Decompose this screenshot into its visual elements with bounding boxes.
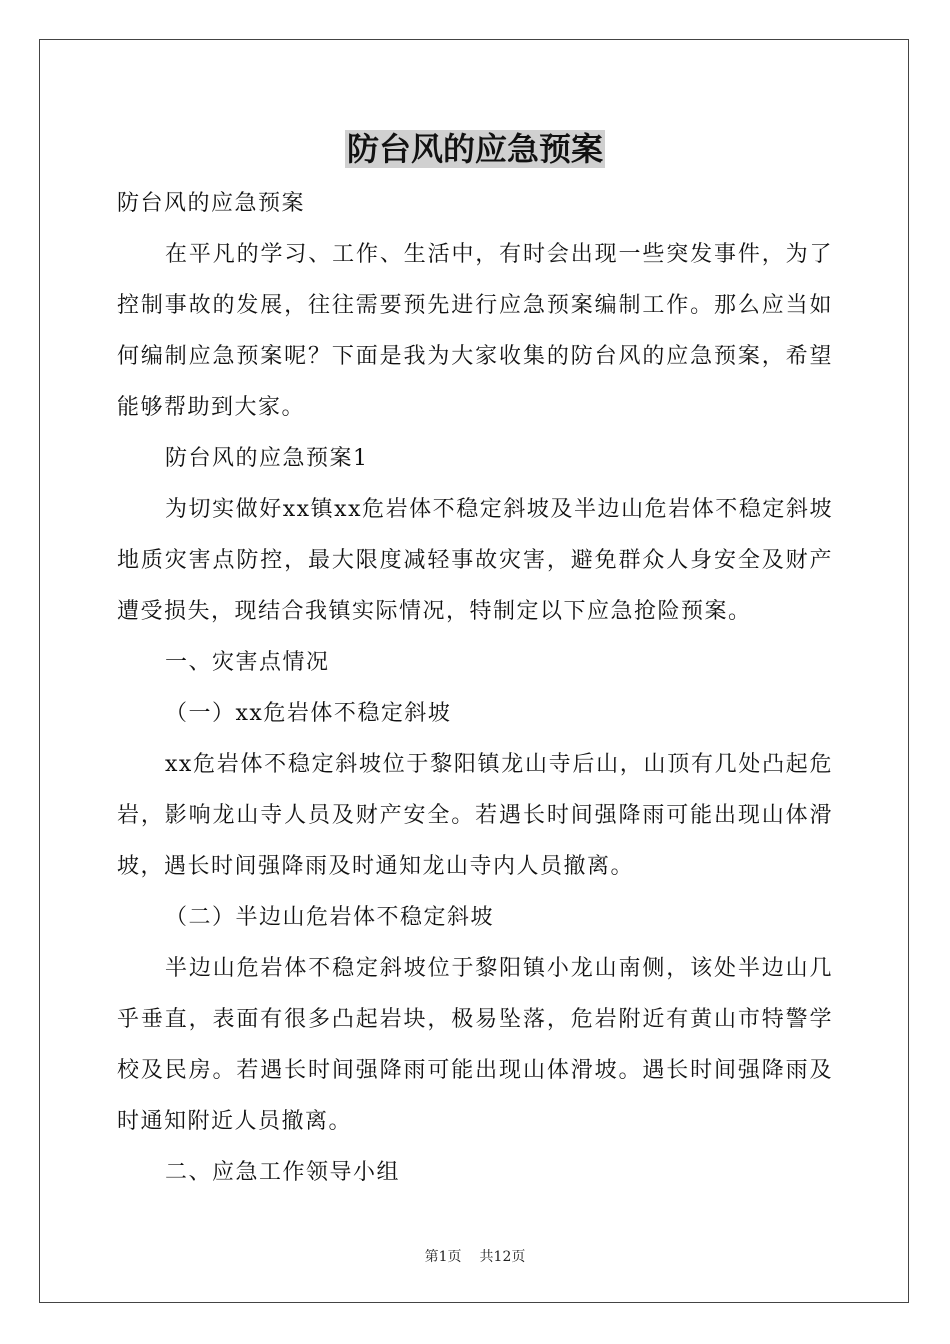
subsection-heading-1: （一）xx危岩体不稳定斜坡 <box>165 701 452 726</box>
paragraph-intro: 在平凡的学习、工作、生活中，有时会出现一些突发事件，为了控制事故的发展，往往需要预先进行应急预案编制工作。那么应当如何编制应急预案呢？下面是我为大家收集的防台风的应急预案，希望能够帮助到大家。 <box>117 242 833 420</box>
document-title <box>0 127 950 171</box>
document-body <box>117 178 833 1198</box>
document-title-text: 防台风的应急预案 <box>346 130 603 168</box>
section-heading-hazard-points: 一、灾害点情况 <box>165 650 330 675</box>
subsection-heading-2: （二）半边山危岩体不稳定斜坡 <box>165 905 495 930</box>
page-footer <box>0 1247 950 1267</box>
paragraph-hazard-2: 半边山危岩体不稳定斜坡位于黎阳镇小龙山南侧，该处半边山几乎垂直，表面有很多凸起岩块，极易坠落，危岩附近有黄山市特警学校及民房。若遇长时间强降雨可能出现山体滑坡。遇长时间强降雨及时通知附近人员撤离。 <box>117 956 833 1134</box>
section-heading-leadership-group: 二、应急工作领导小组 <box>165 1160 401 1185</box>
section-heading-plan-1: 防台风的应急预案1 <box>165 446 369 471</box>
paragraph-plan-purpose: 为切实做好xx镇xx危岩体不稳定斜坡及半边山危岩体不稳定斜坡地质灾害点防控，最大限度减轻事故灾害，避免群众人身安全及财产遭受损失，现结合我镇实际情况，特制定以下应急抢险预案。 <box>117 497 833 624</box>
paragraph-subtitle: 防台风的应急预案 <box>117 191 306 216</box>
page-number-total: 共12页 <box>479 1249 526 1265</box>
page-number-current: 第1页 <box>424 1249 462 1265</box>
paragraph-hazard-1: xx危岩体不稳定斜坡位于黎阳镇龙山寺后山，山顶有几处凸起危岩，影响龙山寺人员及财产安全。若遇长时间强降雨可能出现山体滑坡，遇长时间强降雨及时通知龙山寺内人员撤离。 <box>117 752 833 879</box>
